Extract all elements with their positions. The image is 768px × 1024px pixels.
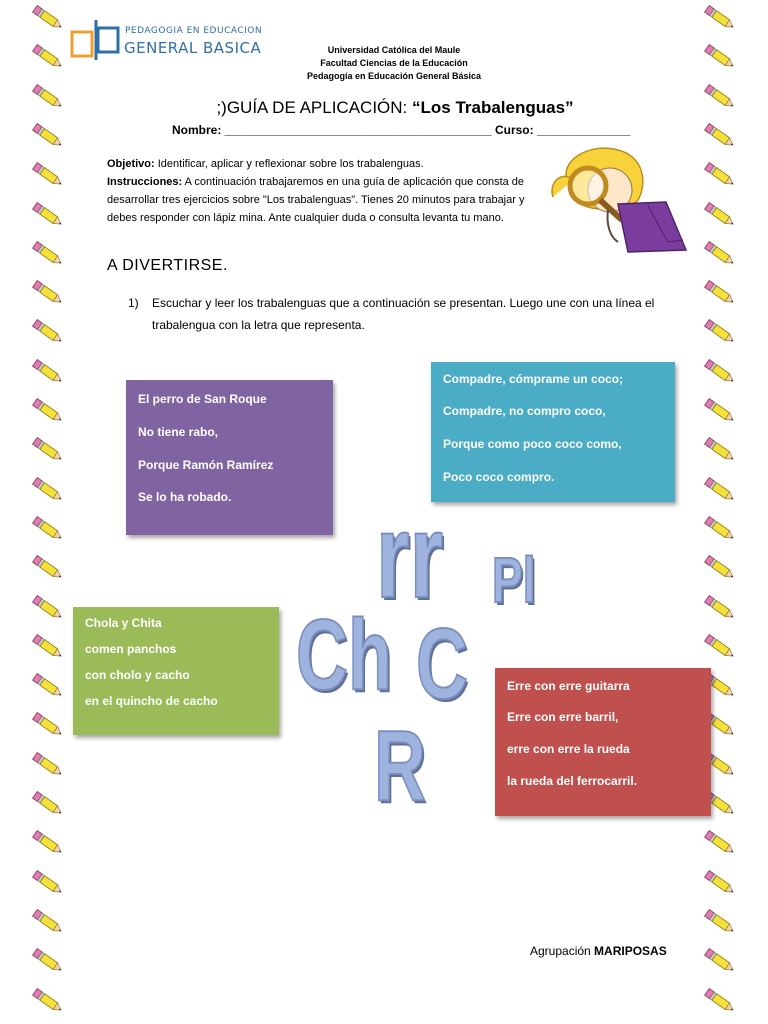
pencil-icon (700, 515, 740, 543)
title-prefix: ;)GUÍA DE APLICACIÓN: (216, 98, 412, 117)
pencil-icon (28, 751, 68, 779)
pencil-icon (700, 122, 740, 150)
question-number: 1) (128, 296, 139, 310)
pencil-icon (700, 83, 740, 111)
pencil-icon (28, 4, 68, 32)
question-text: Escuchar y leer los trabalenguas que a continuación se presentan. Luego une con una línea el trabalengua con la letra que representa. (152, 296, 655, 332)
note-line: Porque Ramón Ramírez (138, 458, 274, 472)
pencil-icon (28, 436, 68, 464)
pencil-icon (28, 358, 68, 386)
note-line: en el quincho de cacho (85, 694, 218, 708)
pencil-icon (700, 554, 740, 582)
pencil-icon (28, 869, 68, 897)
pencil-icon (28, 279, 68, 307)
pencil-icon (28, 397, 68, 425)
nombre-label: Nombre: (172, 123, 222, 137)
note-line: con cholo y cacho (85, 668, 190, 682)
pencil-icon (700, 476, 740, 504)
note-line: No tiene rabo, (138, 425, 219, 439)
letter-c: C (416, 608, 468, 720)
note-line: erre con erre la rueda (507, 742, 630, 756)
girl-magnifier-illustration (548, 142, 698, 254)
page-title (160, 98, 630, 118)
pencil-icon (28, 161, 68, 189)
nombre-field[interactable]: ________________________________________ (221, 123, 495, 137)
pencil-icon (700, 279, 740, 307)
pencil-icon (28, 318, 68, 346)
pencil-icon (28, 554, 68, 582)
pencil-icon (700, 594, 740, 622)
note-line: Compadre, no compro coco, (443, 404, 606, 418)
objetivo-label: Objetivo: (107, 158, 155, 170)
pencil-icon (28, 711, 68, 739)
program-name: Pedagogía en Educación General Básica (306, 71, 482, 81)
pencil-icon (28, 908, 68, 936)
pencil-icon (700, 4, 740, 32)
pencil-icon (28, 201, 68, 229)
note-red (495, 668, 711, 816)
letter-ch: Ch (296, 599, 392, 711)
pencil-icon (700, 869, 740, 897)
note-line: Compadre, cómprame un coco; (443, 372, 624, 386)
pencil-icon (700, 161, 740, 189)
name-course-line (172, 123, 630, 137)
pencil-icon (700, 987, 740, 1015)
curso-label: Curso: (494, 123, 534, 137)
objetivo-text: Identificar, aplicar y reflexionar sobre los trabalenguas. (154, 158, 424, 170)
note-line: Poco coco compro. (443, 470, 555, 484)
instructions-block (107, 155, 547, 227)
pencil-icon (700, 436, 740, 464)
footer-group: MARIPOSAS (594, 944, 667, 958)
pencil-icon (28, 83, 68, 111)
note-line: Se lo ha robado. (138, 490, 232, 504)
note-line: la rueda del ferrocarril. (507, 774, 638, 788)
pencil-icon (700, 240, 740, 268)
pencil-icon (28, 987, 68, 1015)
pencil-icon (28, 515, 68, 543)
note-line: Erre con erre guitarra (507, 679, 630, 693)
pencil-icon (28, 947, 68, 975)
pencil-icon (700, 829, 740, 857)
curso-field[interactable]: ______________ (533, 123, 631, 137)
logo-subtitle: PEDAGOGIA EN EDUCACION (125, 26, 263, 36)
section-title: A DIVERTIRSE. (107, 257, 228, 274)
title-name: “Los Trabalenguas” (412, 98, 574, 117)
note-line: Chola y Chita (85, 616, 162, 630)
pencil-icon (700, 358, 740, 386)
pencil-icon (700, 318, 740, 346)
instrucciones-text: A continuación trabajaremos en una guía de aplicación que consta de desarrollar tres ejercicios sobre "Los trabalenguas". Tienes 20 minutos para trabajar y debes responder con lápiz mina. Ante cualquier duda o consulta levanta tu mano. (107, 176, 525, 224)
instrucciones-label: Instrucciones: (107, 176, 183, 188)
note-line: Porque como poco coco como, (443, 437, 622, 451)
pencil-icon (700, 397, 740, 425)
university-name: Universidad Católica del Maule (327, 45, 461, 55)
pencil-icon (28, 672, 68, 700)
pencil-icon (700, 947, 740, 975)
letter-rr: rr (376, 489, 444, 623)
note-purple (126, 380, 333, 535)
pencil-icon (28, 790, 68, 818)
pencil-icon (700, 201, 740, 229)
note-line: El perro de San Roque (138, 392, 267, 406)
letter-pl: Pl (492, 544, 536, 616)
pencil-icon (700, 908, 740, 936)
footer-credit (530, 944, 667, 958)
right-pencil-border (700, 0, 740, 1024)
letter-r: R (374, 710, 426, 822)
note-line: Erre con erre barril, (507, 710, 619, 724)
note-green (73, 607, 279, 735)
pencil-icon (28, 633, 68, 661)
note-blue (431, 362, 675, 502)
footer-prefix: Agrupación (530, 944, 595, 958)
pencil-icon (28, 476, 68, 504)
logo-title: GENERAL BASICA (124, 39, 262, 57)
pencil-icon (28, 594, 68, 622)
pencil-icon (700, 633, 740, 661)
pencil-icon (28, 240, 68, 268)
pencil-icon (28, 122, 68, 150)
note-line: comen panchos (85, 642, 177, 656)
left-pencil-border (28, 0, 68, 1024)
pencil-icon (28, 829, 68, 857)
faculty-name: Facultad Ciencias de la Educación (320, 58, 468, 68)
